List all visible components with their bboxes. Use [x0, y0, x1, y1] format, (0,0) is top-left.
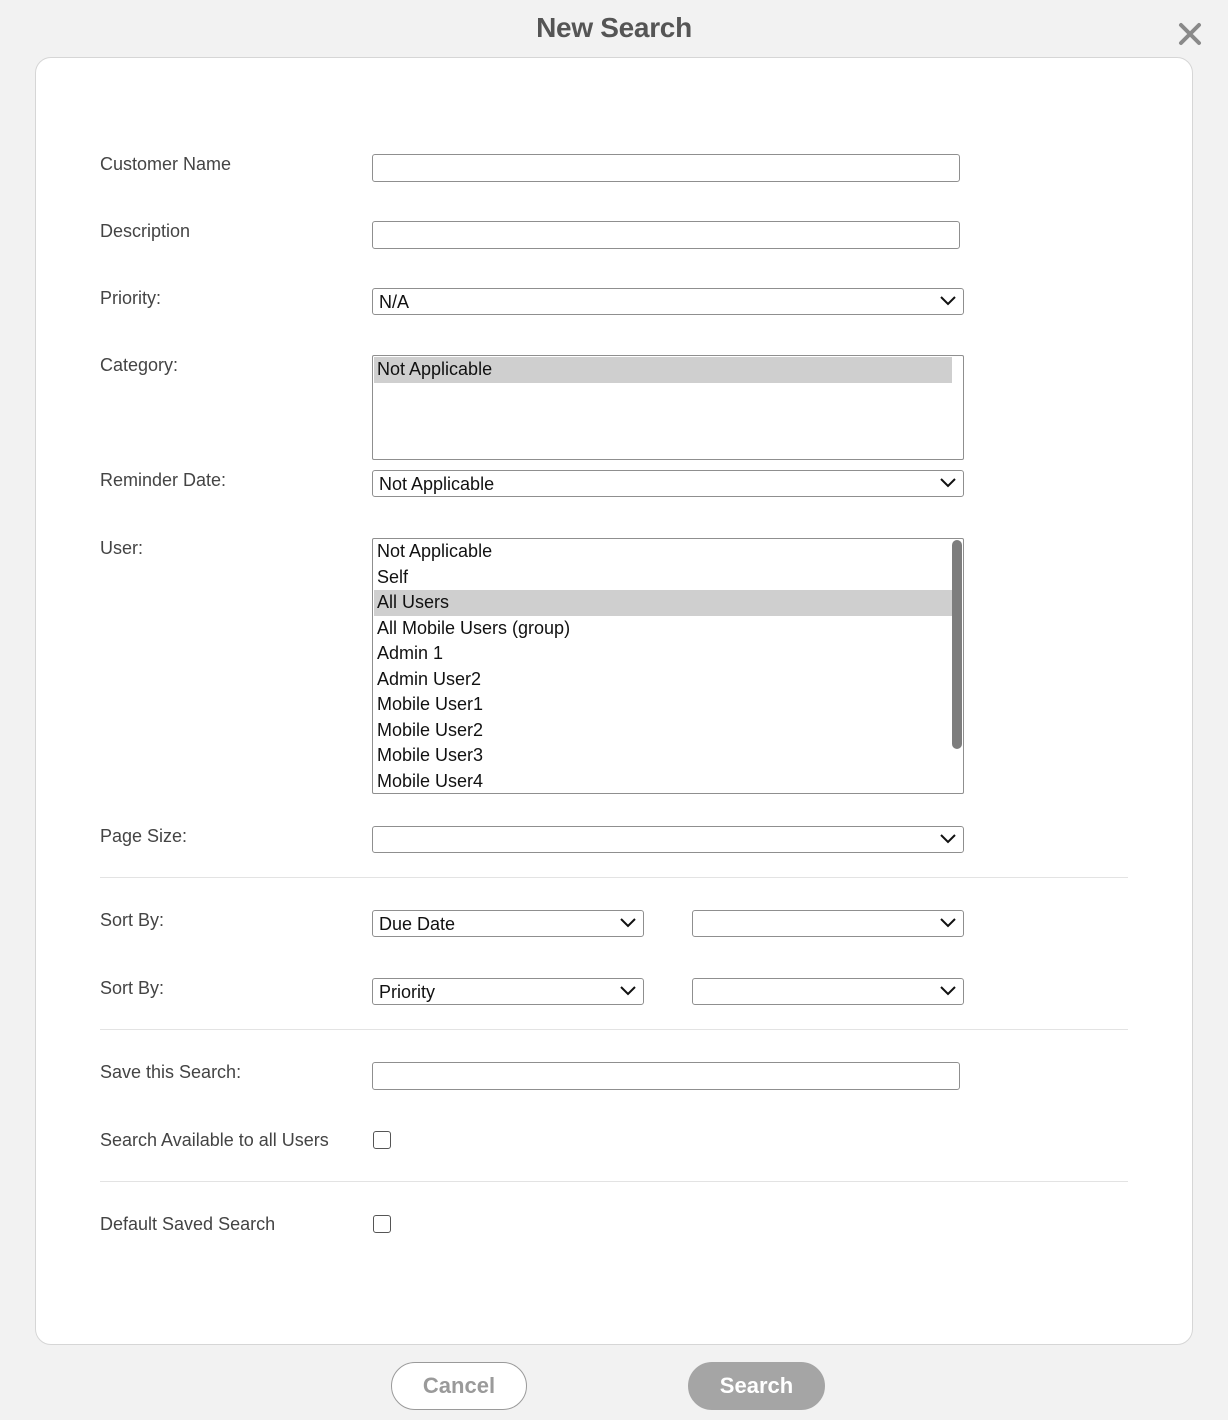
- customer-name-label: Customer Name: [100, 154, 232, 174]
- available-all-users-label: Search Available to all Users: [100, 1130, 329, 1150]
- category-listbox[interactable]: [372, 355, 964, 460]
- save-search-label: Save this Search:: [100, 1062, 242, 1082]
- user-option[interactable]: Self: [377, 566, 409, 587]
- description-input[interactable]: [372, 221, 960, 249]
- section-divider: [100, 1029, 1128, 1030]
- user-option[interactable]: All Mobile Users (group): [377, 617, 571, 638]
- sort-by-1-field-value: Due Date: [379, 914, 456, 934]
- sort-by-2-field-value: Priority: [379, 982, 436, 1002]
- sort-by-2-order-select[interactable]: [692, 978, 964, 1005]
- section-divider: [100, 877, 1128, 878]
- user-listbox-scrollbar[interactable]: [952, 540, 962, 749]
- section-divider: [100, 1181, 1128, 1182]
- user-option[interactable]: Mobile User1: [377, 694, 484, 714]
- category-label: Category:: [100, 355, 179, 375]
- chevron-down-icon: [939, 477, 957, 489]
- user-option[interactable]: Mobile User2: [377, 719, 484, 740]
- priority-label: Priority:: [100, 288, 162, 308]
- reminder-date-select-value: Not Applicable: [379, 474, 495, 494]
- user-option[interactable]: Admin User2: [377, 668, 482, 689]
- sort-by-1-label: Sort By:: [100, 910, 165, 930]
- reminder-date-label: Reminder Date:: [100, 470, 227, 490]
- description-label: Description: [100, 221, 191, 241]
- customer-name-input[interactable]: [372, 154, 960, 182]
- cancel-button[interactable]: Cancel: [391, 1362, 527, 1410]
- user-option-selected[interactable]: All Users: [374, 590, 952, 616]
- page-size-select[interactable]: [372, 826, 964, 853]
- default-saved-search-label: Default Saved Search: [100, 1214, 276, 1234]
- priority-select[interactable]: [372, 288, 964, 315]
- close-icon[interactable]: [1176, 20, 1204, 48]
- available-all-users-checkbox[interactable]: [373, 1131, 391, 1149]
- user-option[interactable]: Mobile User3: [377, 745, 484, 765]
- chevron-down-icon: [939, 917, 957, 929]
- chevron-down-icon: [939, 833, 957, 845]
- sort-by-2-label: Sort By:: [100, 978, 165, 998]
- chevron-down-icon: [939, 985, 957, 997]
- reminder-date-select[interactable]: [372, 470, 964, 497]
- sort-by-1-order-select[interactable]: [692, 910, 964, 937]
- chevron-down-icon: [939, 295, 957, 307]
- page-size-label: Page Size:: [100, 826, 188, 846]
- priority-select-value: N/A: [379, 292, 410, 312]
- category-option-not-applicable[interactable]: Not Applicable: [374, 357, 952, 383]
- save-search-input[interactable]: [372, 1062, 960, 1090]
- user-option[interactable]: Mobile User4: [377, 770, 484, 791]
- user-option[interactable]: Admin 1: [377, 643, 444, 663]
- dialog-title: New Search: [536, 12, 692, 43]
- search-button[interactable]: Search: [688, 1362, 825, 1410]
- sort-by-1-field-select[interactable]: [372, 910, 644, 937]
- user-label: User:: [100, 538, 144, 558]
- default-saved-search-checkbox[interactable]: [373, 1215, 391, 1233]
- chevron-down-icon: [619, 917, 637, 929]
- user-listbox[interactable]: [372, 538, 964, 794]
- chevron-down-icon: [619, 985, 637, 997]
- user-option[interactable]: Not Applicable: [377, 541, 493, 561]
- sort-by-2-field-select[interactable]: [372, 978, 644, 1005]
